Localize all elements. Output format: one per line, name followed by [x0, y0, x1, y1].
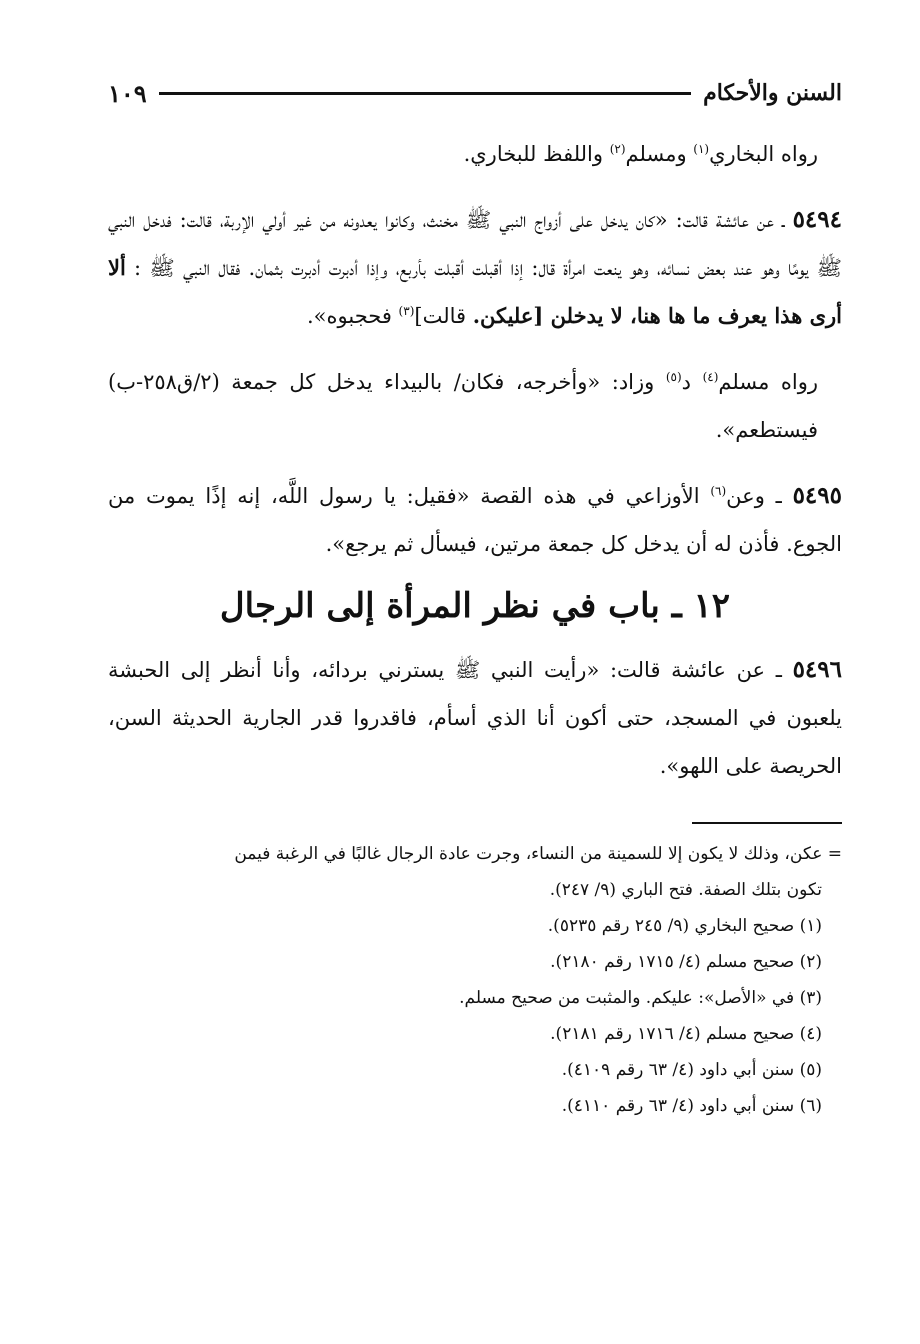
footnote-ref-4[interactable]: (٤) — [702, 370, 719, 384]
running-header — [108, 70, 842, 116]
intro-text-a: رواه البخاري — [709, 142, 818, 166]
intro-paragraph — [108, 130, 842, 178]
running-title: السنن والأحكام — [703, 80, 842, 106]
riwaya-text-c: وزاد: «وأخرجه، فكان/ بالبيداء يدخل كل جمعة (٢/ق٢٥٨-ب) فيستطعم». — [108, 370, 818, 442]
footnote-3: (٣) في «الأصل»: عليكم. والمثبت من صحيح مسلم. — [459, 988, 822, 1008]
footnote-continued-second: تكون بتلك الصفة. فتح الباري (٩/ ٢٤٧). — [549, 880, 822, 900]
hadith-5495 — [108, 472, 842, 568]
page-number: ١٠٩ — [108, 78, 147, 108]
hadith-5494-bold-text: ألا أرى هذا يعرف ما ها هنا، لا يدخلن [عليكن. — [108, 255, 842, 328]
footnote-ref-1[interactable]: (١) — [693, 142, 710, 156]
hadith-5495-text-a: ـ وعن — [726, 484, 793, 508]
intro-text-b: ومسلم — [625, 142, 694, 166]
hadith-5494-text-c: فحجبوه». — [307, 304, 399, 328]
hadith-number-5495: ٥٤٩٥ — [792, 482, 842, 509]
hadith-number-5496: ٥٤٩٦ — [792, 656, 842, 683]
hadith-5494-text-a: ـ عن عائشة قالت: «كان يدخل على أزواج النبي ﷺ مخنث، وكانوا يعدونه من غير أولي الإربة، قالت: فدخل النبي ﷺ يومًا وهو عند بعض نسائه، وهو ينعت امرأة قال: إذا أقبلت أقبلت بأربع، وإذا أدبرت أدبرت بثمان. فقال النبي ﷺ : — [108, 208, 842, 280]
riwaya-text-a: رواه مسلم — [718, 370, 818, 394]
hadith-5494 — [108, 196, 842, 340]
footnote-continued-first: = عكن، وذلك لا يكون إلا للسمينة من النساء، وجرت عادة الرجال غالبًا في الرغبة فيمن — [234, 844, 842, 864]
chapter-heading: ١٢ ـ باب في نظر المرأة إلى الرجال — [219, 586, 731, 626]
footnote-6: (٦) سنن أبي داود (٤/ ٦٣ رقم ٤١١٠). — [561, 1096, 822, 1116]
footnote-ref-6[interactable]: (٦) — [710, 484, 727, 498]
riwaya-text-b: د — [681, 370, 703, 394]
hadith-5495-text-b: الأوزاعي في هذه القصة «فقيل: يا رسول اللَّه، إنه إذًا يموت من الجوع. فأذن له أن يدخل كل جمعة مرتين، فيسأل ثم يرجع». — [108, 484, 842, 556]
hadith-number-5494: ٥٤٩٤ — [792, 206, 842, 233]
footnote-1: (١) صحيح البخاري (٩/ ٢٤٥ رقم ٥٢٣٥). — [547, 916, 822, 936]
header-rule — [159, 92, 691, 95]
hadith-5496-text: ـ عن عائشة قالت: «رأيت النبي ﷺ يسترني بردائه، وأنا أنظر إلى الحبشة يلعبون في المسجد، حتى أكون أنا الذي أسأم، فاقدروا قدر الجارية الحديثة السن، الحريصة على اللهو». — [108, 658, 842, 778]
intro-text-c: واللفظ للبخاري. — [463, 142, 610, 166]
hadith-5496 — [108, 646, 842, 790]
footnote-ref-2[interactable]: (٢) — [609, 142, 626, 156]
footnote-2: (٢) صحيح مسلم (٤/ ١٧١٥ رقم ٢١٨٠). — [550, 952, 822, 972]
footnotes — [108, 836, 842, 1124]
footnote-ref-3[interactable]: (٣) — [398, 304, 415, 318]
hadith-5494-text-b: قالت] — [414, 304, 473, 328]
footnote-separator — [692, 822, 842, 824]
footnote-5: (٥) سنن أبي داود (٤/ ٦٣ رقم ٤١٠٩). — [561, 1060, 822, 1080]
riwaya-paragraph — [108, 358, 842, 454]
footnote-4: (٤) صحيح مسلم (٤/ ١٧١٦ رقم ٢١٨١). — [550, 1024, 822, 1044]
footnote-ref-5[interactable]: (٥) — [665, 370, 682, 384]
